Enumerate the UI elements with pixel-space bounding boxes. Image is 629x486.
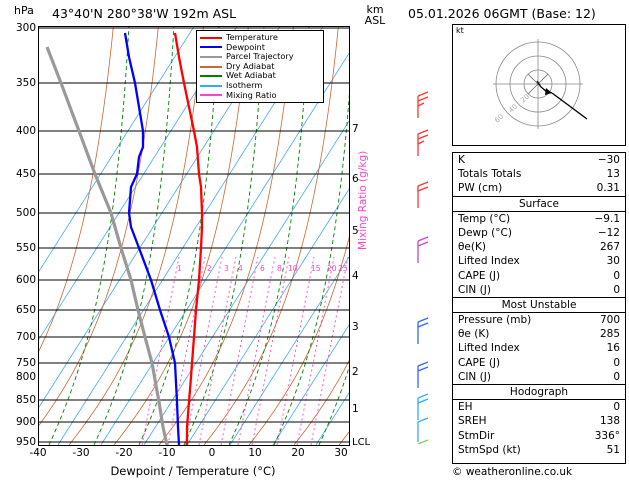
temp-tick: -20 [115, 447, 133, 459]
pressure-tick: 400 [15, 125, 36, 137]
pressure-tick: 600 [15, 274, 36, 286]
row-value: 0 [613, 401, 620, 414]
section-header-surface: Surface [453, 196, 625, 212]
pressure-tick: 350 [15, 77, 36, 89]
pressure-tick: 300 [15, 22, 36, 34]
row-value: 0 [613, 269, 620, 282]
height-tick: 3 [352, 321, 359, 333]
svg-text:3: 3 [224, 264, 229, 273]
row-label: CIN (J) [458, 370, 491, 383]
svg-text:1: 1 [177, 264, 182, 273]
table-row [453, 226, 625, 240]
row-label: θe(K) [458, 241, 486, 254]
section-header-most-unstable: Most Unstable [453, 297, 625, 313]
run-date-label: 05.01.2026 06GMT (Base: 12) [408, 6, 596, 21]
height-tick: 7 [352, 123, 359, 135]
table-row [453, 240, 625, 254]
row-value: 51 [606, 443, 620, 456]
table-row [453, 327, 625, 341]
row-value: 700 [599, 314, 620, 327]
lcl-label: LCL [352, 437, 371, 448]
pressure-tick: 450 [15, 168, 36, 180]
legend-label: Isotherm [226, 79, 263, 90]
row-label: Lifted Index [458, 255, 520, 268]
height-tick: 1 [352, 403, 359, 415]
table-row [453, 254, 625, 268]
svg-text:2: 2 [207, 264, 212, 273]
row-value: 267 [599, 241, 620, 254]
height-tick: 2 [352, 366, 359, 378]
row-value: 0 [613, 283, 620, 296]
row-value: −12 [597, 226, 620, 239]
row-label: Pressure (mb) [458, 314, 532, 327]
row-value: 16 [606, 342, 620, 355]
height-unit-label: km ASL [364, 3, 386, 27]
temp-tick: 30 [334, 447, 348, 459]
hodograph-panel [452, 24, 626, 146]
row-label: CIN (J) [458, 283, 491, 296]
station-title: 43°40'N 280°38'W 192m ASL [52, 6, 237, 21]
height-tick: 4 [352, 270, 359, 282]
height-tick: 6 [352, 173, 359, 185]
row-label: Dewp (°C) [458, 226, 512, 239]
row-label: EH [458, 401, 473, 414]
table-row [453, 212, 625, 226]
table-row [453, 181, 625, 195]
wind-barb [418, 130, 428, 156]
svg-text:15: 15 [311, 264, 321, 273]
indices-table [452, 152, 626, 464]
table-row [453, 313, 625, 327]
row-label: K [458, 154, 465, 166]
pressure-tick: 950 [15, 436, 36, 448]
svg-text:6: 6 [260, 264, 265, 273]
row-label: CAPE (J) [458, 356, 501, 369]
table-row [453, 153, 625, 167]
row-label: StmSpd (kt) [458, 443, 521, 456]
wind-barb [418, 182, 428, 208]
row-value: 0 [613, 370, 620, 383]
pressure-tick: 750 [15, 357, 36, 369]
pressure-tick: 650 [15, 304, 36, 316]
row-value: 336° [594, 429, 620, 442]
x-axis-title: Dewpoint / Temperature (°C) [110, 464, 276, 478]
legend-label: Dewpoint [226, 41, 265, 52]
table-row [453, 167, 625, 181]
pressure-tick: 700 [15, 331, 36, 343]
legend-label: Parcel Trajectory [226, 51, 294, 62]
section-header-hodograph: Hodograph [453, 384, 625, 400]
table-row [453, 283, 625, 297]
wind-barb [418, 362, 428, 388]
svg-text:20: 20 [519, 92, 532, 105]
pressure-unit-label: hPa [14, 4, 34, 17]
row-label: StmDir [458, 429, 495, 442]
wind-barb [418, 394, 428, 420]
table-row [453, 370, 625, 384]
temp-tick: -40 [29, 447, 47, 459]
wind-barb-column [404, 26, 448, 444]
row-label: Totals Totals [458, 168, 522, 181]
mixing-ratio-axis-label: Mixing Ratio (g/kg) [357, 150, 369, 250]
pressure-tick: 550 [15, 242, 36, 254]
table-row [453, 356, 625, 370]
pressure-tick: 850 [15, 394, 36, 406]
chart-legend [196, 30, 324, 103]
svg-text:40: 40 [507, 102, 520, 115]
legend-label: Dry Adiabat [226, 60, 275, 71]
legend-item [200, 91, 320, 101]
svg-text:10: 10 [288, 264, 298, 273]
dewpoint-curve [125, 33, 179, 445]
wind-barb [418, 237, 428, 263]
legend-label: Mixing Ratio [226, 89, 277, 100]
legend-label: Wet Adiabat [226, 70, 276, 81]
row-label: SREH [458, 415, 487, 428]
wind-barb [418, 418, 428, 442]
table-row [453, 443, 625, 457]
temp-tick: 0 [208, 447, 216, 459]
wind-barb [418, 318, 428, 344]
table-row [453, 414, 625, 428]
temp-tick: 10 [248, 447, 262, 459]
pressure-tick: 800 [15, 371, 36, 383]
wind-barb [418, 440, 428, 444]
row-label: θe (K) [458, 328, 490, 341]
svg-text:4: 4 [238, 264, 243, 273]
svg-text:25: 25 [338, 264, 348, 273]
copyright-credit: © weatheronline.co.uk [452, 466, 573, 478]
table-row [453, 400, 625, 414]
svg-text:20: 20 [327, 264, 337, 273]
row-value: −9.1 [594, 212, 620, 225]
temp-tick: -30 [72, 447, 90, 459]
pressure-tick: 500 [15, 207, 36, 219]
row-value: 0.31 [596, 182, 620, 195]
row-label: Lifted Index [458, 342, 520, 355]
table-row [453, 341, 625, 355]
pressure-tick: 900 [15, 416, 36, 428]
hodograph-unit-label: kt [456, 26, 464, 35]
wind-barb [418, 92, 428, 118]
temp-tick: -10 [158, 447, 176, 459]
row-label: CAPE (J) [458, 269, 501, 282]
row-value: 13 [606, 168, 620, 181]
row-value: 138 [599, 415, 620, 428]
height-tick: 5 [352, 225, 359, 237]
row-label: PW (cm) [458, 182, 503, 195]
svg-text:60: 60 [493, 112, 506, 125]
legend-label: Temperature [226, 32, 278, 42]
svg-text:8: 8 [277, 264, 282, 273]
row-value: 30 [606, 255, 620, 268]
table-row [453, 269, 625, 283]
row-label: Temp (°C) [458, 212, 511, 225]
temp-tick: 20 [291, 447, 305, 459]
row-value: −30 [597, 154, 620, 166]
row-value: 285 [599, 328, 620, 341]
row-value: 0 [613, 356, 620, 369]
table-row [453, 429, 625, 443]
